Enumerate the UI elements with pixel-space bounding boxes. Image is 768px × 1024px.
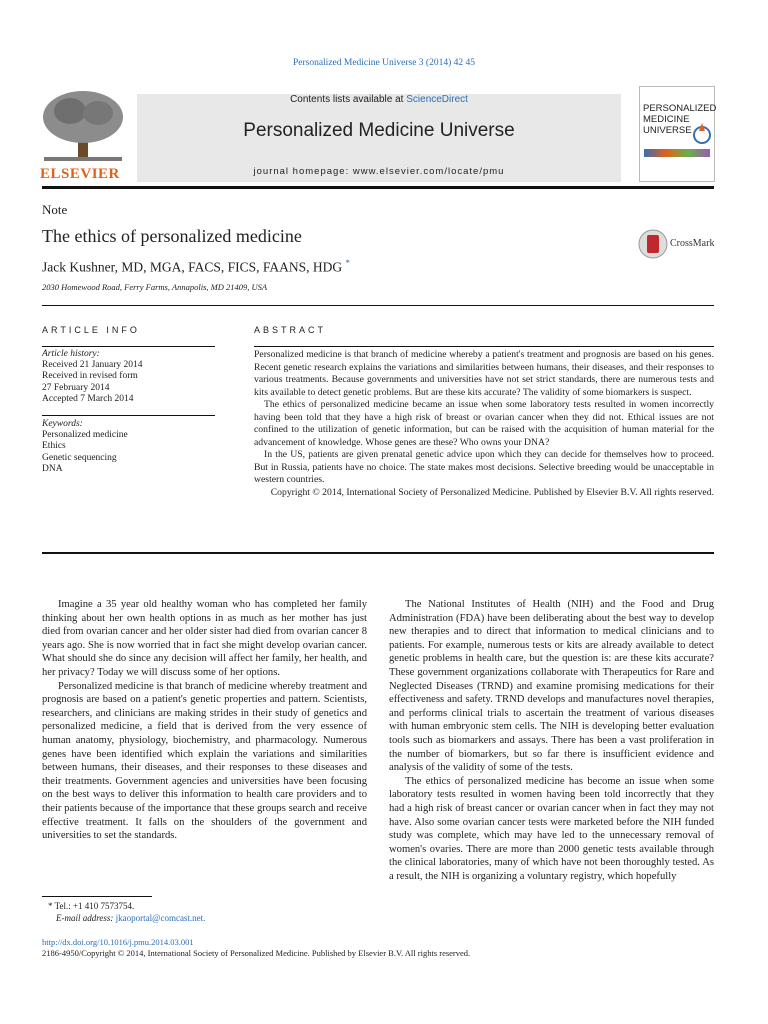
cover-line-3: UNIVERSE [643, 125, 692, 136]
body-right-column [389, 598, 714, 883]
abstract-heading: ABSTRACT [254, 325, 327, 335]
doi-link[interactable]: http://dx.doi.org/10.1016/j.pmu.2014.03.001 [42, 937, 194, 947]
contents-prefix: Contents lists available at [290, 94, 407, 105]
footnote-mark: * [48, 901, 53, 911]
keyword: Ethics [42, 441, 66, 452]
article-info-heading: ARTICLE INFO [42, 325, 140, 335]
journal-cover [639, 86, 715, 182]
footnote [48, 900, 205, 924]
email-label: E-mail address: [56, 913, 114, 923]
affiliation: 2030 Homewood Road, Ferry Farms, Annapolis, MD 21409, USA [42, 282, 268, 292]
abstract-rule [254, 346, 714, 347]
keyword: Personalized medicine [42, 430, 128, 441]
author-line [42, 258, 350, 276]
journal-homepage[interactable]: journal homepage: www.elsevier.com/locate/pmu [253, 166, 505, 177]
email-link[interactable]: jkaoportal@comcast.net. [115, 913, 206, 923]
issn-copyright: 2186-4950/Copyright © 2014, International Society of Personalized Medicine. Published by Elsevier B.V. All rights reserved. [42, 948, 471, 958]
keywords [42, 419, 215, 475]
header-rule [42, 186, 714, 189]
journal-citation[interactable]: Personalized Medicine Universe 3 (2014) 42 45 [292, 58, 476, 68]
body-paragraph: Imagine a 35 year old healthy woman who has completed her family thinking about her own health options in as much as her mother has just died from ovarian cancer and her older sister had died from ovarian cancer 8 years ago. She is now worried that in fact she might develop ovarian cancer. What should she do since any decision will affect her family, her health, and her privacy? Today we will discuss some of her options. [42, 599, 367, 678]
cover-stripe [644, 149, 710, 157]
article-info-rule [42, 346, 215, 347]
cover-emblem-icon [692, 121, 712, 145]
keywords-label: Keywords: [42, 419, 83, 429]
history-label: Article history: [42, 349, 100, 359]
cover-line-2: MEDICINE [643, 114, 690, 125]
crossmark-badge[interactable] [638, 229, 728, 259]
body-paragraph: Personalized medicine is that branch of medicine whereby treatment and prognosis are based on a patient's genetic properties and pattern. Scientists, researchers, and clinicians are making strides in their study of genetics and personalized medicine, a field that is derived from the very essence of human anatomy, physiology, biochemistry, and pharmacology. Numerous genes have been identified which explain the variations and similarities between humans, their diseases, and their responses to these diseases and their treatments. Government agencies and universities have been focusing on the best ways to deliver this information to health care providers and to their patients because of the importance that these groups search and receive effective treatment. It falls on the shoulders of the government and universities to set the standards. [42, 680, 367, 842]
keyword: DNA [42, 463, 63, 474]
cover-line-1: PERSONALIZED [643, 103, 717, 114]
body-paragraph: The National Institutes of Health (NIH) and the Food and Drug Administration (FDA) have been deliberating about the best way to develop new therapies and to direct that information to medical clinicians and to patients. For example, numerous tests or kits are already available to detect genetic problems in health care, but the question is: are these kits accurate? These government organizations collaborate with Therapeutics for Rare and Neglected Diseases (TRND) and examine promising medications for their effectiveness and safety. TRND develops and manufactures novel therapies, and performs clinical trials to ascertain the treatment of various diseases with human embryonic stem cells. The NIH is developing better evaluation tools such as biomarkers and assays. There has been a vast proliferation in the number of biomarkers, but so far there is insufficient evidence and analysis of the validity of some of the tests. [389, 599, 714, 774]
abstract-paragraph: In the US, patients are given prenatal genetic advice upon which they can decide for themselves how to proceed. But in Russia, patients have no choice. The state makes most decisions. Selective breeding would be unacceptable in western countries. [254, 449, 714, 485]
abstract-copyright: Copyright © 2014, International Society of Personalized Medicine. Published by Elsevier B.V. All rights reserved. [270, 486, 714, 498]
abstract-text [254, 349, 714, 499]
history-item: Received in revised form [42, 371, 138, 382]
abstract-paragraph: Personalized medicine is that branch of medicine whereby a patient's treatment and prognosis are based on his genes. Recent genetic research explains the variations and similarities between humans, their diseases, and their responses to various treatments. Because governments and universities have not set strict standards, there are numerous tests and kits available to detect genetic problems. But are these kits accurate? The validity of some biomarkers is suspect. [254, 349, 714, 398]
history-item: Received 21 January 2014 [42, 360, 143, 371]
footnote-tel: Tel.: +1 410 7573754. [54, 901, 135, 911]
contents-line [137, 94, 621, 106]
crossmark-label: CrossMark [670, 238, 715, 249]
article-type: Note [42, 202, 68, 217]
article-history [42, 349, 215, 405]
keyword: Genetic sequencing [42, 452, 117, 463]
body-paragraph: The ethics of personalized medicine has become an issue when some laboratory tests resulted in women having been told incorrectly that they had a high risk of breast cancer or ovarian cancer when in fact they may not have. Also some ovarian cancer tests were marketed before the NIH funded study was complete, which may have led to the unnecessary removal of women's ovaries. There are more than 2000 genetic tests available through the clinical laboratories, many of which have not been thoroughly tested. As a result, the NIH is organizing a voluntary registry, which hopefully [389, 775, 714, 882]
author-footnote-mark[interactable]: * [345, 258, 350, 268]
journal-title: Personalized Medicine Universe [243, 120, 515, 141]
abstract-paragraph: The ethics of personalized medicine became an issue when some laboratory tests resulted in women incorrectly having been told that they have a high risk of breast or ovarian cancer when they did not. Ethical issues are not confined to the utilization of genetic information, but can be raised with the acquisition of human material for the advancement of knowledge. Whose genes are these? Who owns your DNA? [254, 399, 714, 448]
elsevier-wordmark: ELSEVIER [40, 166, 120, 182]
title-rule [42, 305, 714, 306]
body-left-column [42, 598, 367, 843]
abstract-bottom-rule [42, 552, 714, 554]
article-title: The ethics of personalized medicine [42, 226, 302, 246]
crossmark-icon [638, 229, 668, 259]
history-item: Accepted 7 March 2014 [42, 393, 134, 404]
keywords-rule [42, 415, 215, 416]
footnote-rule [42, 896, 152, 897]
sciencedirect-link[interactable]: ScienceDirect [406, 94, 468, 105]
authors: Jack Kushner, MD, MGA, FACS, FICS, FAANS, HDG [42, 259, 343, 275]
history-item: 27 February 2014 [42, 382, 110, 393]
